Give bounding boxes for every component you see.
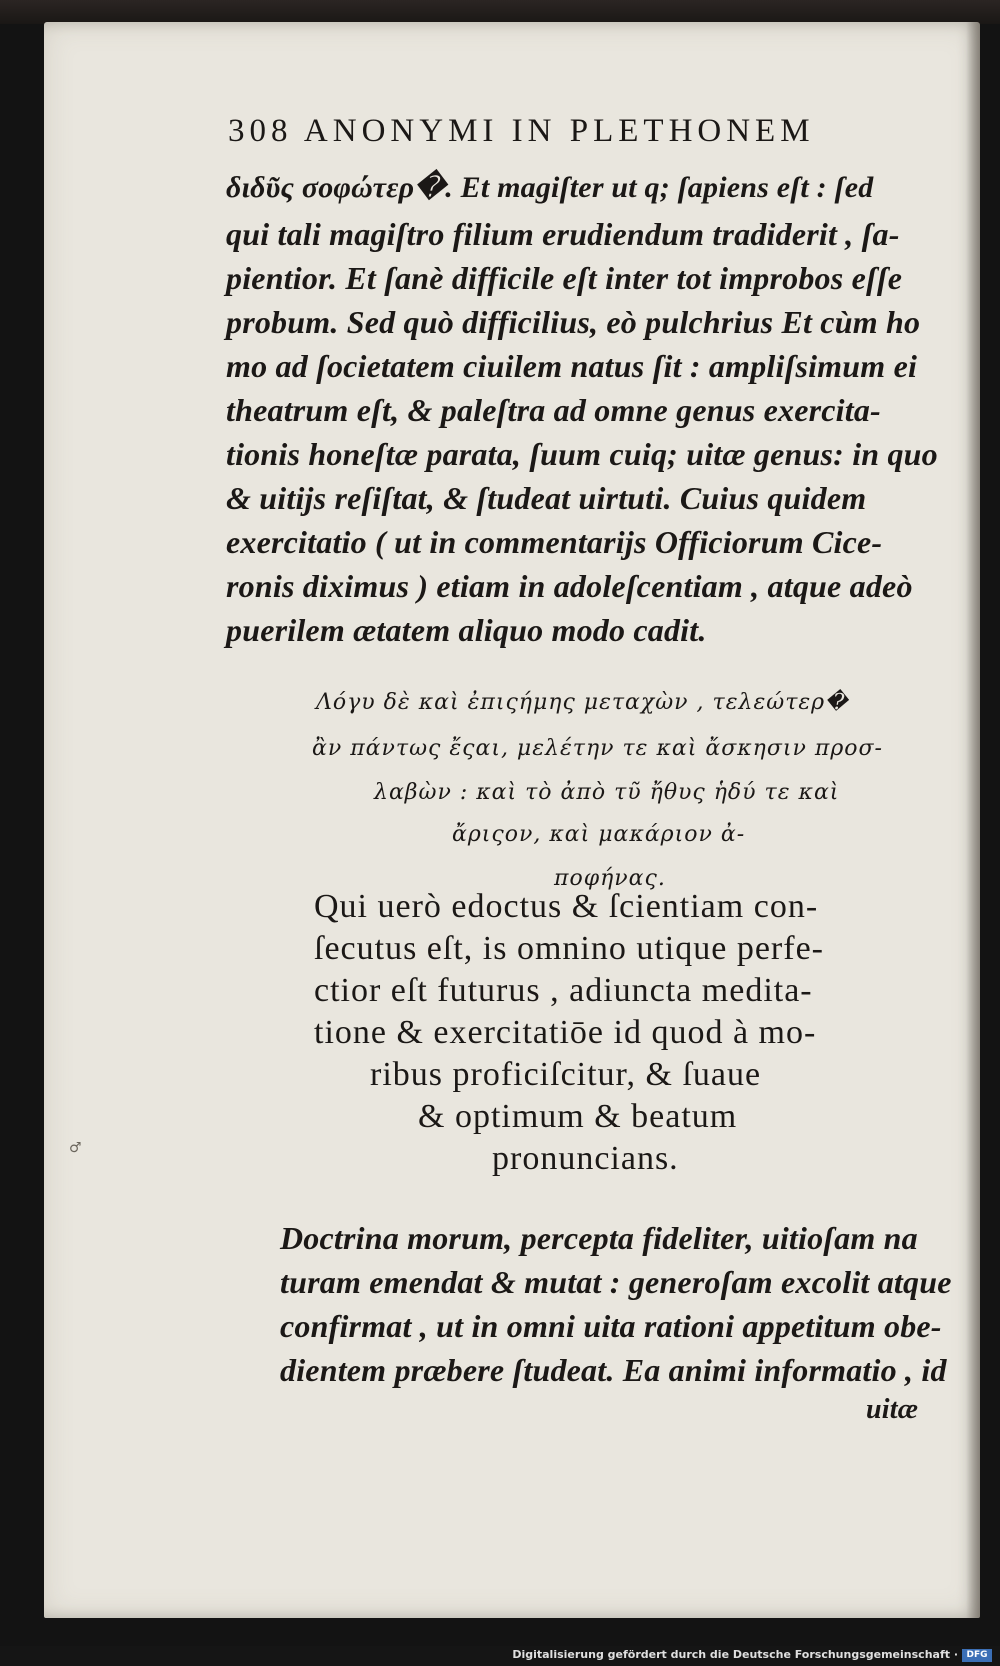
translation-line: Qui uerò edoctus & ſcientiam con- — [314, 888, 819, 925]
translation-line: ſecutus eſt, is omnino utique perfe- — [314, 930, 824, 967]
text-line: theatrum eſt, & paleſtra ad omne genus exercita- — [226, 392, 881, 428]
translation-line: ctior eſt futurus , adiuncta medita- — [314, 972, 813, 1009]
text-line: mo ad ſocietatem ciuilem natus ſit : ampliſsimum ei — [226, 348, 918, 384]
text-line: turam emendat & mutat : generoſam excolit atque — [280, 1264, 952, 1300]
text-line: qui tali magiſtro filium erudiendum tradiderit , ſa- — [226, 216, 900, 252]
greek-line: ἂν πάντως ἔςαι, μελέτην τε καὶ ἄσκησιν προσ- — [312, 736, 883, 761]
margin-mark: ♂ — [69, 1140, 82, 1156]
translation-line: tione & exercitatiōe id quod à mo- — [314, 1014, 817, 1051]
translation-line: pronuncians. — [492, 1140, 679, 1177]
text-line: confirmat , ut in omni uita rationi appetitum obe- — [280, 1308, 942, 1344]
greek-line: ἄριςον, καὶ μακάριον ἀ- — [452, 822, 746, 847]
dfg-logo[interactable]: DFG — [962, 1649, 992, 1662]
text-line: probum. Sed quò difficilius, eò pulchrius Et cùm ho — [226, 304, 921, 340]
greek-line: λαβὼν : καὶ τὸ ἀπὸ τῦ ἤθυς ἡδύ τε καὶ — [374, 780, 840, 805]
text-line: puerilem ætatem aliquo modo cadit. — [226, 612, 707, 648]
text-line: exercitatio ( ut in commentarijs Officiorum Cice- — [226, 524, 883, 560]
text-line: & uitijs reſiſtat, & ſtudeat uirtuti. Cuius quidem — [226, 480, 867, 516]
text-line: διδῦς σοφώτερ�. Et magiſter ut q; ſapiens eſt : ſed — [226, 171, 874, 204]
translation-line: ribus proficiſcitur, & ſuaue — [370, 1056, 762, 1093]
greek-line: ποφήνας. — [554, 866, 666, 891]
text-line: pientior. Et ſanè difficile eſt inter tot improbos eſſe — [226, 260, 903, 296]
text-line: dientem præbere ſtudeat. Ea animi informatio , id — [280, 1352, 947, 1388]
page-gutter-shadow — [966, 22, 980, 1618]
greek-line: Λόγυ δὲ καὶ ἐπιςήμης μεταχὼν , τελεώτερ� — [316, 690, 849, 715]
footer-credit: Digitalisierung gefördert durch die Deutsche Forschungsgemeinschaft · — [512, 1648, 958, 1661]
scan-top-border — [0, 0, 1000, 24]
running-head: 308 ANONYMI IN PLETHONEM — [228, 113, 815, 149]
translation-line: & optimum & beatum — [418, 1098, 738, 1135]
text-line: Doctrina morum, percepta fideliter, uitioſam na — [280, 1220, 918, 1256]
text-line: tionis honeſtæ parata, ſuum cuiq; uitæ genus: in quo — [226, 436, 938, 472]
text-line: ronis diximus ) etiam in adoleſcentiam , atque adeò — [226, 568, 913, 604]
catchword: uitæ — [866, 1394, 919, 1425]
